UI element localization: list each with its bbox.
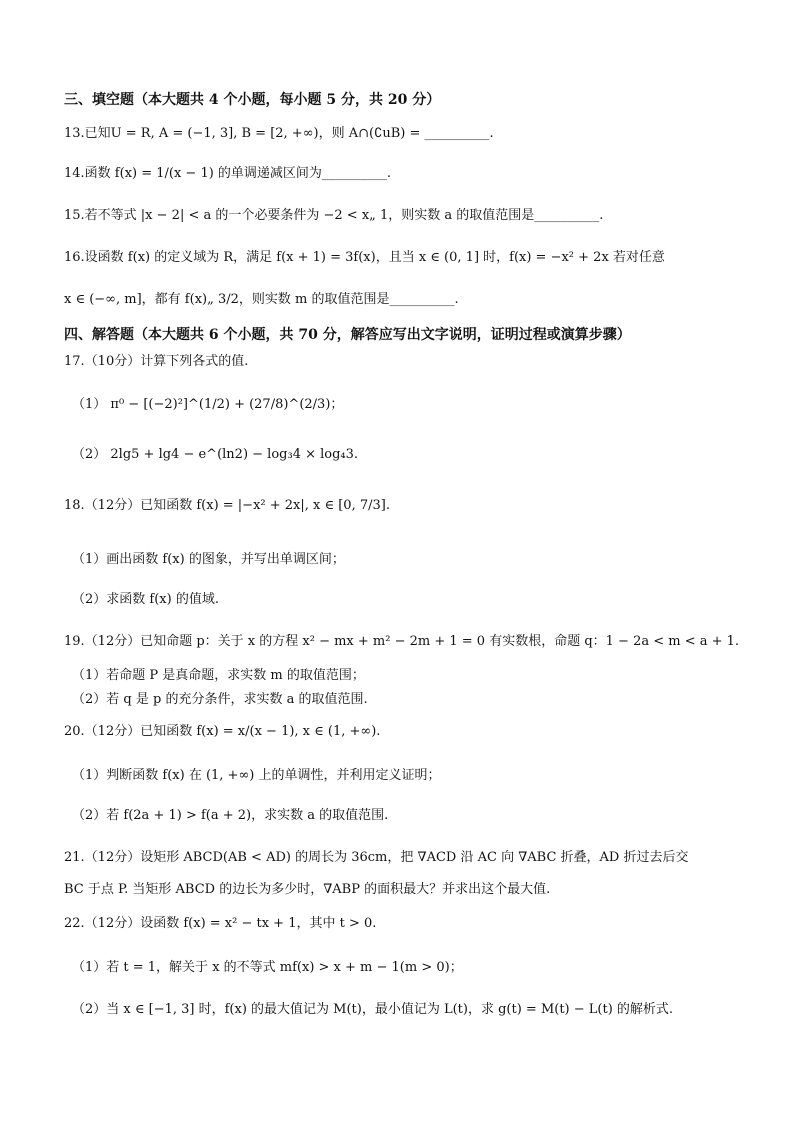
question-21-line-2: BC 于点 P. 当矩形 ABCD 的边长为多少时，∇ABP 的面积最大？并求出这个最大值.: [64, 882, 551, 897]
section-fill-in-heading: 三、填空题（本大题共 4 个小题，每小题 5 分，共 20 分）: [64, 92, 441, 108]
question-22-part-1: （1）若 t = 1，解关于 x 的不等式 mf(x) > x + m − 1(m > 0)；: [72, 960, 463, 975]
question-15: 15.若不等式 |x − 2| < a 的一个必要条件为 −2 < x„ 1，则实数 a 的取值范围是__________.: [64, 208, 604, 223]
question-20-part-2: （2）若 f(2a + 1) > f(a + 2)，求实数 a 的取值范围.: [72, 808, 389, 823]
question-18-part-2: （2）求函数 f(x) 的值域.: [72, 592, 219, 607]
question-20: 20.（12分）已知函数 f(x) = x/(x − 1), x ∈ (1, +∞).: [64, 724, 381, 739]
question-19-part-1: （1）若命题 P 是真命题，求实数 m 的取值范围；: [72, 668, 365, 683]
question-19-part-2: （2）若 q 是 p 的充分条件，求实数 a 的取值范围.: [72, 692, 368, 707]
question-13: 13.已知U = R, A = (−1, 3], B = [2, +∞)，则 A∩(∁uB) = __________.: [64, 126, 494, 141]
question-17: 17.（10分）计算下列各式的值.: [64, 354, 249, 369]
question-14: 14.函数 f(x) = 1/(x − 1) 的单调递减区间为__________.: [64, 166, 392, 181]
question-16-line-1: 16.设函数 f(x) 的定义域为 R，满足 f(x + 1) = 3f(x)，且当 x ∈ (0, 1] 时，f(x) = −x² + 2x 若对任意: [64, 250, 665, 265]
question-21-line-1: 21.（12分）设矩形 ABCD(AB < AD) 的周长为 36cm，把 ∇ACD 沿 AC 向 ∇ABC 折叠，AD 折过去后交: [64, 850, 689, 865]
section-answer-heading: 四、解答题（本大题共 6 个小题，共 70 分，解答应写出文字说明，证明过程或演算步骤）: [64, 327, 631, 343]
question-17-part-2: （2） 2lg5 + lg4 − e^(ln2) − log₃4 × log₄3.: [72, 447, 359, 462]
question-18: 18.（12分）已知函数 f(x) = |−x² + 2x|, x ∈ [0, 7/3].: [64, 498, 390, 513]
question-20-part-1: （1）判断函数 f(x) 在 (1, +∞) 上的单调性，并利用定义证明；: [72, 768, 441, 783]
question-19: 19.（12分）已知命题 p：关于 x 的方程 x² − mx + m² − 2m + 1 = 0 有实数根，命题 q：1 − 2a < m < a + 1.: [64, 634, 740, 649]
question-18-part-1: （1）画出函数 f(x) 的图象，并写出单调区间；: [72, 552, 345, 567]
question-22: 22.（12分）设函数 f(x) = x² − tx + 1，其中 t > 0.: [64, 916, 377, 931]
question-17-part-1: （1） π⁰ − [(−2)²]^(1/2) + (27/8)^(2/3)；: [72, 397, 344, 412]
question-22-part-2: （2）当 x ∈ [−1, 3] 时，f(x) 的最大值记为 M(t)，最小值记为 L(t)，求 g(t) = M(t) − L(t) 的解析式.: [72, 1002, 674, 1017]
question-16-line-2: x ∈ (−∞, m]，都有 f(x)„ 3/2，则实数 m 的取值范围是__________.: [64, 292, 459, 307]
